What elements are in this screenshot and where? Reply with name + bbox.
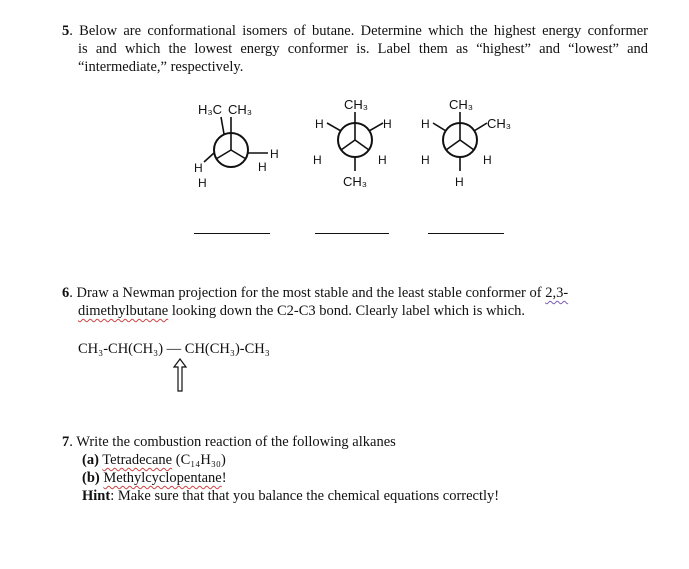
newman-3-label-h-lower-right: H: [483, 153, 492, 167]
newman-projection-3: [415, 95, 525, 190]
newman-3-label-ch3-top: CH₃: [449, 97, 474, 112]
newman-3-label-ch3-right: CH₃: [487, 116, 512, 131]
q5-number: 5: [62, 23, 70, 39]
newman-2-label-h-lower-left: H: [313, 153, 322, 167]
newman-2-label-h-lower-right: H: [378, 153, 387, 167]
q5-line-3: “intermediate,” respectively.: [78, 59, 244, 75]
newman-3-label-h-upper-left: H: [421, 117, 430, 131]
q5-line-2: is and which the lowest energy conformer is. Label them as “highest” and “lowest” and: [78, 41, 648, 57]
q6-line-2: dimethylbutane looking down the C2-C3 bond. Clearly label which is which.: [78, 303, 526, 319]
newman-1-label-ch3: CH₃: [228, 102, 253, 117]
newman-1-label-h-bottom: H: [198, 176, 207, 190]
answer-blank-3[interactable]: [428, 233, 504, 234]
q7-line-1: 7. Write the combustion reaction of the following alkanes: [62, 434, 396, 450]
newman-1-label-h3c: H₃C: [198, 102, 223, 117]
question-7: [62, 433, 662, 505]
answer-blank-1[interactable]: [194, 233, 270, 234]
q5-line-1: 5. Below are conformational isomers of butane. Determine which the highest energy conformer: [62, 23, 648, 39]
newman-2-label-h-upper-right: H: [383, 117, 392, 131]
newman-2-label-h-upper-left: H: [315, 117, 324, 131]
question-5: [62, 22, 648, 76]
newman-projection-2: [305, 95, 405, 190]
newman-2-label-ch3-top: CH₃: [344, 97, 369, 112]
q7-part-a: (a) Tetradecane (C₁₄H₃₀): [82, 452, 226, 468]
condensed-formula: CH₃-CH(CH₃) — CH(CH₃)-CH₃: [78, 341, 270, 357]
q6-line-1: 6. Draw a Newman projection for the most stable and the least stable conformer of 2,3-: [62, 285, 569, 301]
newman-projection-1: [188, 95, 298, 190]
answer-blank-2[interactable]: [315, 233, 389, 234]
newman-1-label-h-right-lower: H: [258, 160, 267, 174]
q7-part-b: (b) Methylcyclopentane!: [82, 470, 227, 486]
newman-1-label-h-left: H: [194, 161, 203, 175]
newman-2-label-ch3-bottom: CH₃: [343, 174, 368, 189]
q6-number: 6: [62, 285, 70, 301]
newman-1-label-h-right: H: [270, 147, 279, 161]
newman-3-label-h-lower-left: H: [421, 153, 430, 167]
q7-hint: Hint: Make sure that that you balance the chemical equations correctly!: [82, 488, 500, 504]
q7-number: 7: [62, 434, 70, 450]
bond-arrow-icon: [170, 357, 190, 393]
newman-3-label-h-bottom: H: [455, 175, 464, 189]
question-6: [62, 284, 662, 320]
